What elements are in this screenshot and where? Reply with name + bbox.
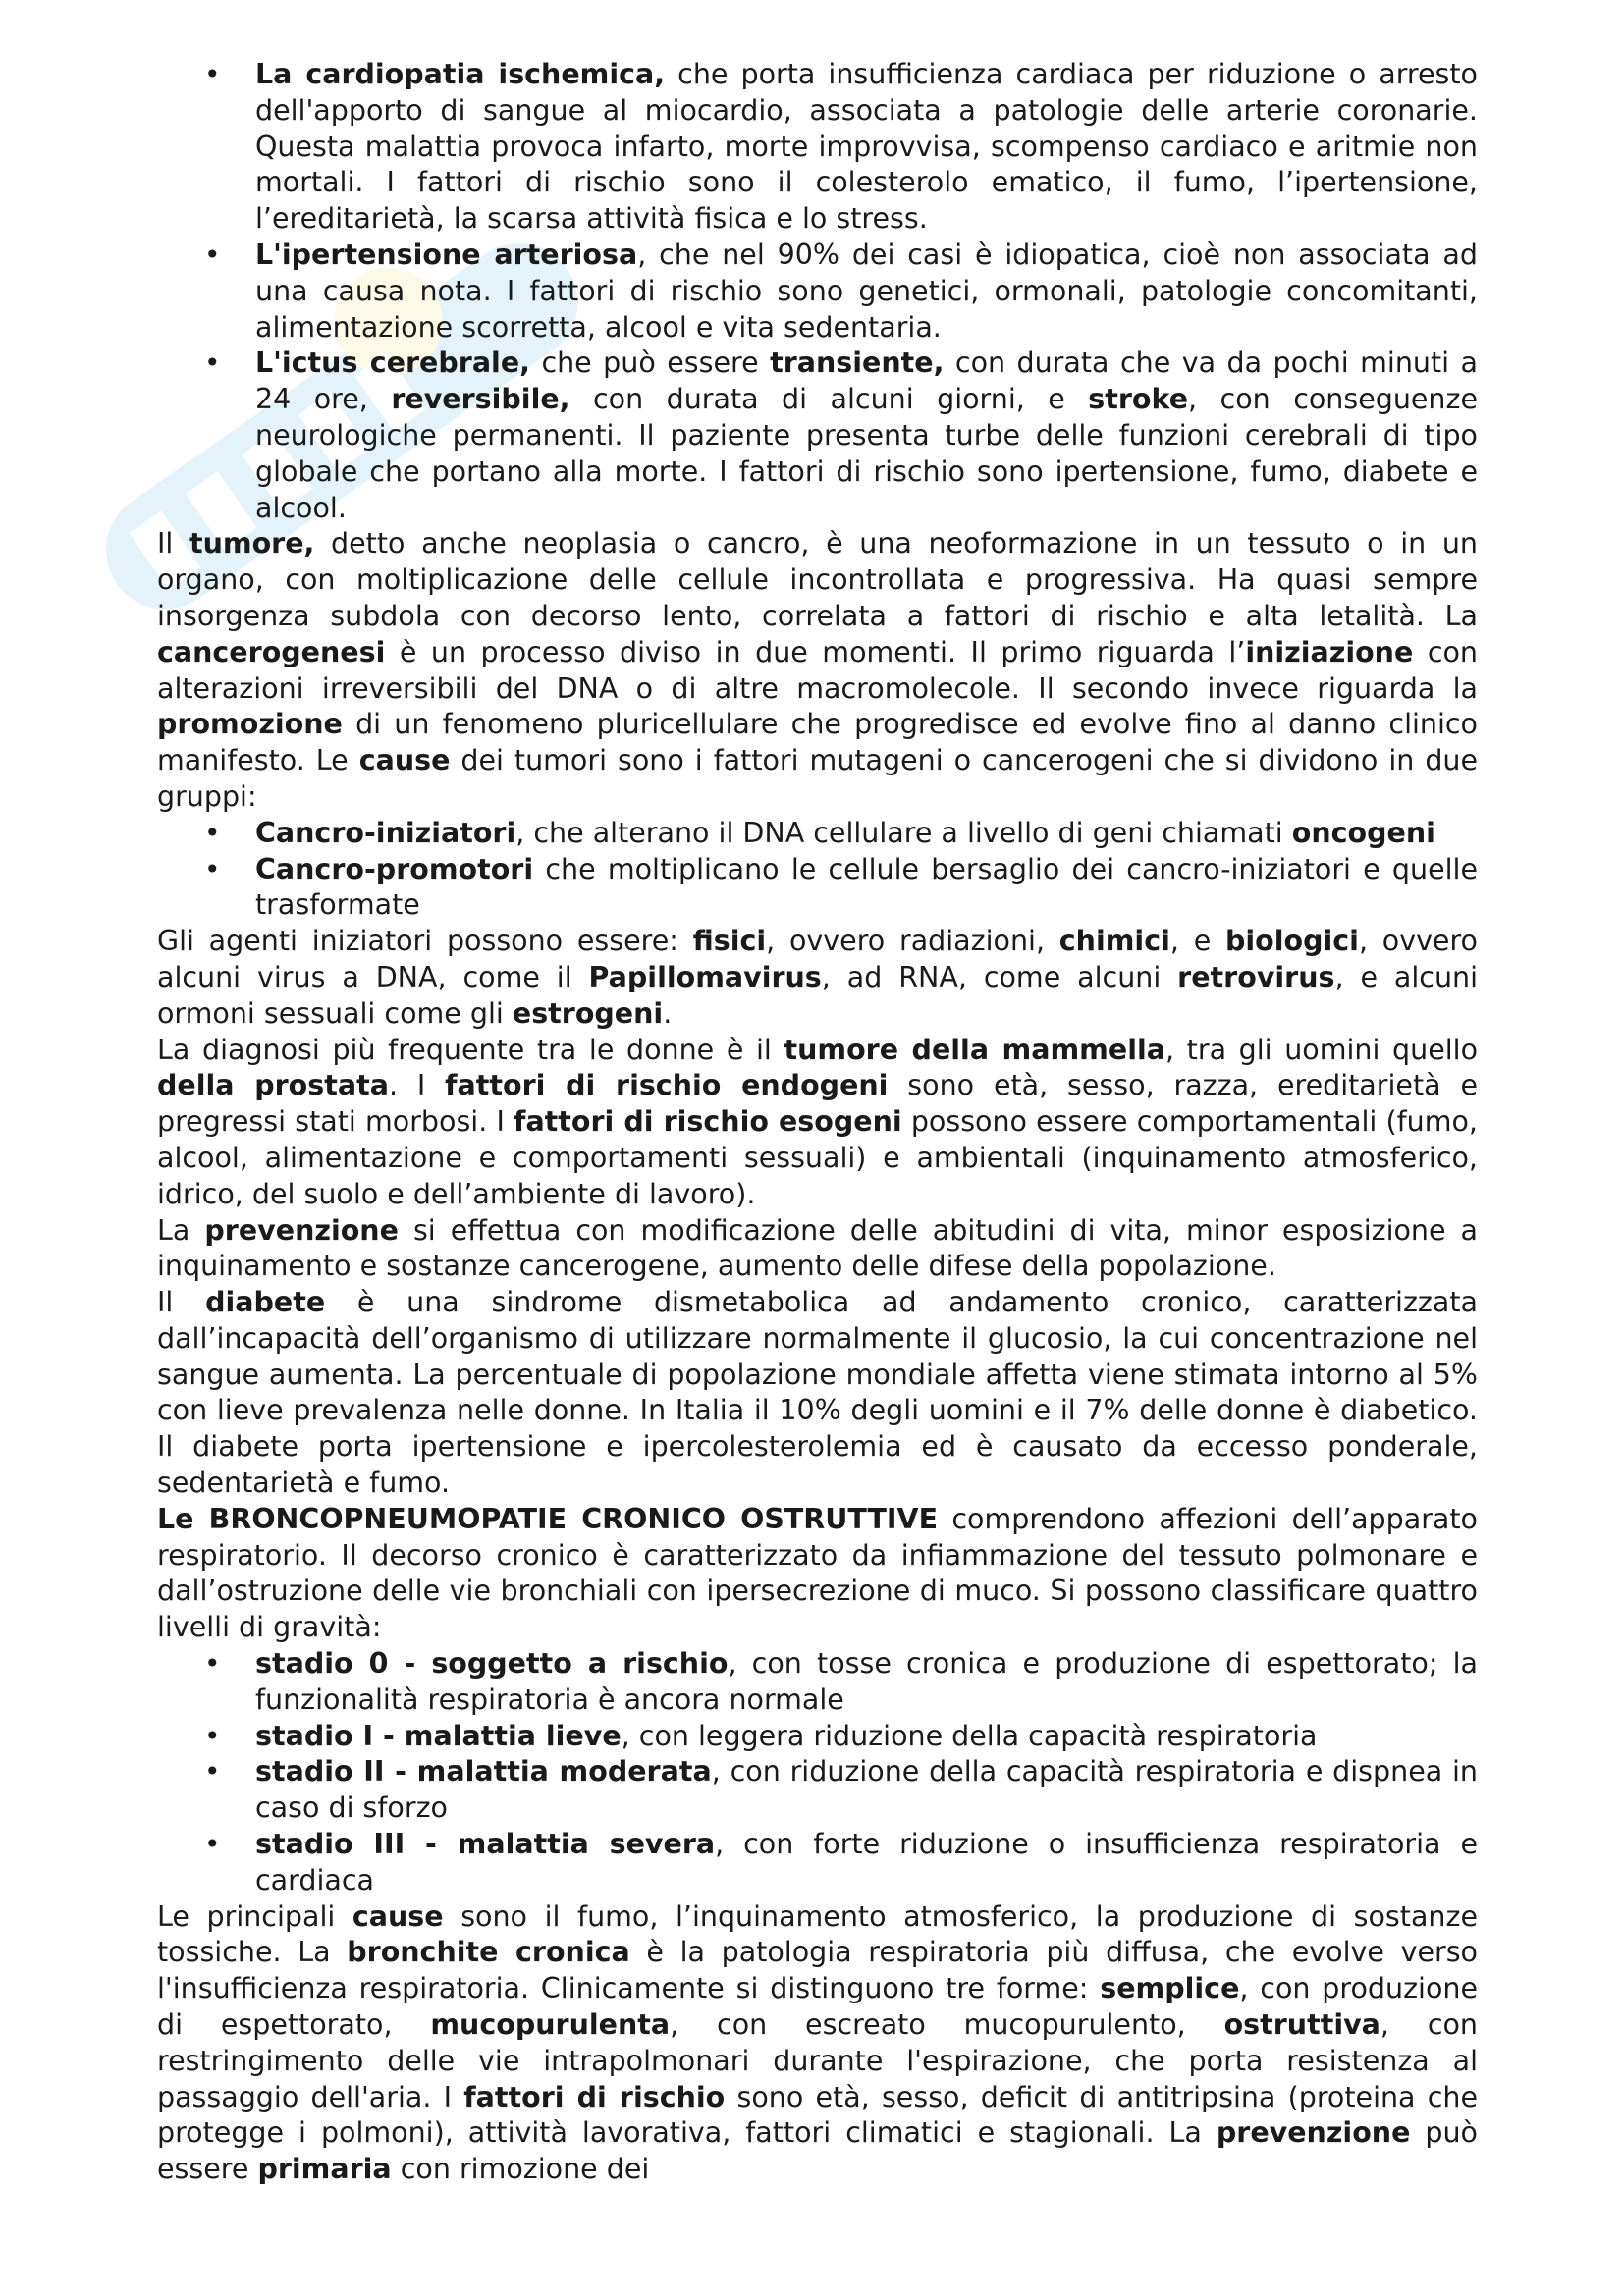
text-run: . [663, 996, 673, 1030]
bold-text: Cancro-promotori [255, 852, 534, 885]
text-run: , ad RNA, come alcuni [821, 960, 1178, 993]
list-item [157, 852, 1478, 925]
paragraph [157, 1502, 1478, 1646]
bold-text: fisici [692, 925, 767, 958]
bullet-icon: • [204, 1755, 221, 1789]
bullet-list [157, 816, 1478, 924]
bold-text: cause [358, 744, 451, 777]
bold-text: stadio II - malattia moderata [255, 1755, 712, 1789]
bold-text: della prostata [157, 1069, 389, 1102]
text-run: . I [388, 1069, 446, 1102]
text-run: che moltiplicano le cellule bersaglio dei cancro-iniziatori e quelle trasformate [255, 852, 1478, 922]
bold-text: bronchite cronica [347, 1936, 630, 1969]
paragraph [157, 1033, 1478, 1213]
bold-text: primaria [257, 2153, 392, 2186]
text-run: , con escreato mucopurulento, [670, 2008, 1224, 2042]
paragraph [157, 1213, 1478, 1286]
bold-text: semplice [1100, 1972, 1240, 2005]
text-run: è un processo diviso in due momenti. Il primo riguarda l’ [385, 635, 1246, 668]
bold-text: mucopurulenta [430, 2008, 671, 2042]
text-run: , con restringimento delle vie intrapolmonari durante l'espirazione, che porta resistenza al passaggio dell'aria. I [157, 2008, 1478, 2113]
bullet-icon: • [204, 816, 221, 849]
text-run: , che alterano il DNA cellulare a livello di geni chiamati [515, 816, 1292, 849]
text-run: , con riduzione della capacità respiratoria e dispnea in caso di sforzo [255, 1755, 1478, 1825]
bold-text: fattori di rischio esogeni [514, 1105, 902, 1139]
bold-text: stadio I - malattia lieve [255, 1719, 622, 1752]
bold-text: chimici [1058, 925, 1170, 958]
text-run: con durata che va da pochi minuti a 24 ore, [255, 347, 1478, 416]
list-item [157, 1646, 1478, 1719]
bold-text: retrovirus [1177, 960, 1335, 993]
bold-text: prevenzione [204, 1213, 399, 1247]
text-run: che può essere [529, 347, 771, 380]
bold-text: stroke [1088, 383, 1189, 416]
text-run: sono il fumo, l’inquinamento atmosferico, la produzione di sostanze tossiche. La [157, 1899, 1478, 1969]
bullet-icon: • [204, 347, 221, 380]
bold-text: oncogeni [1291, 816, 1435, 849]
bullet-list [157, 1646, 1478, 1899]
document-page [157, 57, 1478, 2188]
text-run: è una sindrome dismetabolica ad andamento cronico, caratterizzata dall’incapacità dell’organismo di utilizzare normalmente il glucosio, la cui concentrazione nel sangue aumenta. La percentuale di popolazione mondiale affetta viene stimata intorno al 5% con lieve prevalenza nelle donne. In Italia il 10% degli uomini e il 7% delle donne è diabetico. Il diabete porta ipertensione e ipercolesterolemia ed è causato da eccesso ponderale, sedentarietà e fumo. [157, 1286, 1478, 1500]
text-run: , e [1169, 925, 1225, 958]
bold-text: tumore, [189, 527, 315, 561]
bold-text: cause [352, 1899, 444, 1933]
text-run: Il [157, 527, 189, 561]
list-item [157, 1719, 1478, 1755]
list-item [157, 1827, 1478, 1899]
text-run: si effettua con modificazione delle abitudini di vita, minor esposizione a inquinamento e sostanze cancerogene, aumento delle difese della popolazione. [157, 1213, 1479, 1283]
bold-text: cancerogenesi [157, 635, 386, 668]
bold-text: fattori di rischio [463, 2080, 726, 2113]
text-run: , e alcuni ormoni sessuali come gli [157, 960, 1479, 1030]
bullet-icon: • [204, 238, 221, 271]
list-item [157, 1754, 1478, 1827]
text-run: Il [157, 1286, 206, 1319]
text-run: sono età, sesso, deficit di antitripsina (proteina che protegge i polmoni), attività lavorativa, fattori climatici e stagionali. La [157, 2080, 1479, 2150]
text-run: , ovvero alcuni virus a DNA, come il [157, 925, 1478, 993]
text-run: sono età, sesso, razza, ereditarietà e pregressi stati morbosi. I [157, 1069, 1478, 1139]
bold-text: L'ictus cerebrale, [255, 347, 530, 380]
text-run: detto anche neoplasia o cancro, è una neoformazione in un tessuto o in un organo, con moltiplicazione delle cellule incontrollata e progressiva. Ha quasi sempre insorgenza subdola con decorso lento, correlata a fattori di rischio e alta letalità. La [157, 527, 1478, 632]
list-item [157, 238, 1478, 346]
text-run: con rimozione dei [391, 2153, 650, 2186]
text-run: dei tumori sono i fattori mutageni o cancerogeni che si dividono in due gruppi: [157, 744, 1479, 813]
bold-text: biologici [1225, 925, 1359, 958]
bold-text: tumore della mammella [784, 1033, 1165, 1066]
bold-text: prevenzione [1216, 2116, 1411, 2150]
bullet-icon: • [204, 1719, 221, 1752]
paragraph [157, 1285, 1478, 1502]
bullet-list [157, 57, 1478, 526]
paragraph [157, 924, 1478, 1032]
text-run: Le principali [157, 1899, 352, 1933]
bold-text: ostruttiva [1223, 2008, 1380, 2042]
bold-text: La cardiopatia ischemica, [255, 58, 666, 90]
list-item [157, 816, 1478, 852]
list-item [157, 346, 1478, 526]
text-run: che porta insufficienza cardiaca per riduzione o arresto dell'apporto di sangue al miocardio, associata a patologie delle arterie coronarie. Questa malattia provoca infarto, morte improvvisa, scompenso cardiaco e aritmie non mortali. I fattori di rischio sono il colesterolo ematico, il fumo, l’ipertensione, l’ereditarietà, la scarsa attività fisica e lo stress. [255, 58, 1478, 236]
text-run: possono essere comportamentali (fumo, alcool, alimentazione e comportamenti sessuali) e ambientali (inquinamento atmosferico, idrico, del suolo e dell’ambiente di lavoro). [157, 1105, 1478, 1210]
text-run: con alterazioni irreversibili del DNA o di altre macromolecole. Il secondo invece riguarda la [157, 635, 1478, 705]
bullet-icon: • [204, 58, 221, 90]
text-run: La [157, 1213, 205, 1247]
text-run: , con tosse cronica e produzione di espettorato; la funzionalità respiratoria è ancora normale [255, 1647, 1478, 1716]
text-run: può essere [157, 2116, 1478, 2186]
bold-text: iniziazione [1245, 635, 1414, 668]
text-run: La diagnosi più frequente tra le donne è il [157, 1033, 784, 1066]
bold-text: Le BRONCOPNEUMOPATIE CRONICO OSTRUTTIVE [157, 1502, 939, 1535]
bold-text: reversibile, [391, 383, 570, 416]
bullet-icon: • [204, 852, 221, 885]
bold-text: promozione [157, 708, 343, 741]
bold-text: diabete [205, 1286, 326, 1319]
paragraph [157, 1899, 1478, 2188]
text-run: , con forte riduzione o insufficienza respiratoria e cardiaca [255, 1828, 1478, 1896]
text-run: , tra gli uomini quello [1164, 1033, 1479, 1066]
bold-text: L'ipertensione arteriosa [255, 238, 638, 271]
list-item [157, 57, 1478, 238]
paragraph [157, 526, 1478, 815]
bold-text: fattori di rischio endogeni [445, 1069, 889, 1102]
text-run: , ovvero radiazioni, [766, 925, 1059, 958]
bold-text: estrogeni [512, 996, 664, 1030]
bullet-icon: • [204, 1828, 221, 1861]
text-run: , con produzione di espettorato, [157, 1972, 1478, 2042]
bold-text: Cancro-iniziatori [255, 816, 516, 849]
text-run: di un fenomeno pluricellulare che progredisce ed evolve fino al danno clinico manifesto. Le [157, 708, 1478, 777]
text-run: , con conseguenze neurologiche permanenti. Il paziente presenta turbe delle funzioni cerebrali di tipo globale che portano alla morte. I fattori di rischio sono ipertensione, fumo, diabete e alcool. [255, 383, 1478, 524]
bold-text: Papillomavirus [588, 960, 822, 993]
bold-text: stadio III - malattia severa [255, 1828, 716, 1861]
text-run: con durata di alcuni giorni, e [569, 383, 1089, 416]
text-run: , con leggera riduzione della capacità respiratoria [621, 1719, 1318, 1752]
bold-text: stadio 0 - soggetto a rischio [255, 1647, 729, 1681]
bold-text: transiente, [770, 347, 945, 380]
text-run: è la patologia respiratoria più diffusa, che evolve verso l'insufficienza respiratoria. Clinicamente si distinguono tre forme: [157, 1936, 1478, 2005]
text-run: Gli agenti iniziatori possono essere: [157, 925, 693, 958]
text-run: , che nel 90% dei casi è idiopatica, cioè non associata ad una causa nota. I fattori di rischio sono genetici, ormonali, patologie concomitanti, alimentazione scorretta, alcool e vita sedentaria. [255, 238, 1478, 344]
bullet-icon: • [204, 1647, 221, 1681]
text-run: comprendono affezioni dell’apparato respiratorio. Il decorso cronico è caratterizzato da infiammazione del tessuto polmonare e dall’ostruzione delle vie bronchiali con ipersecrezione di muco. Si possono classificare quattro livelli di gravità: [157, 1502, 1478, 1644]
